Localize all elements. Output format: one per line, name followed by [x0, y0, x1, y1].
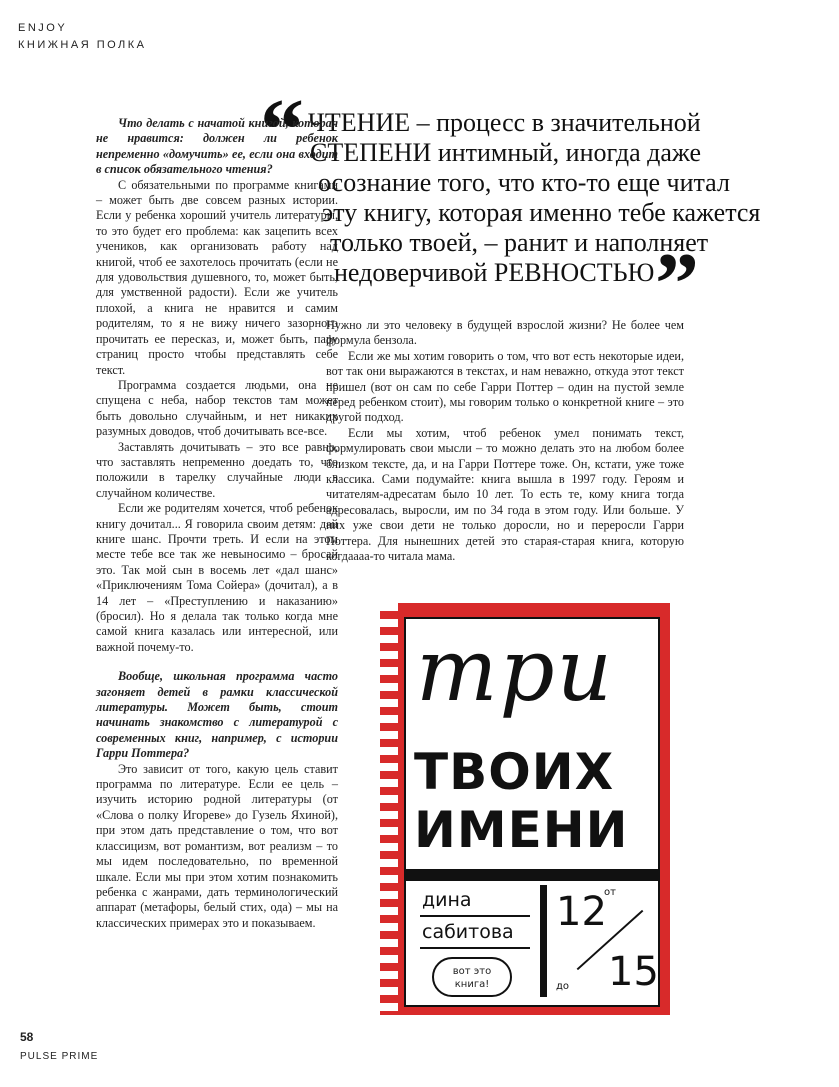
pullquote-line: недоверчивой РЕВНОСТЬЮ: [334, 258, 655, 287]
left-column: [96, 116, 338, 931]
cover-stripes: [380, 603, 398, 1015]
pullquote-line: только твоей, – ранит и наполняет: [330, 228, 709, 257]
paragraph: Нужно ли это человеку в будущей взрослой жизни? Не более чем формула бензола.: [326, 318, 684, 348]
magazine-name: PULSE PRIME: [20, 1051, 99, 1062]
paragraph: С обязательными по программе книгами – может быть две совсем разных истории. Если у ребенка хороший учитель литературы, то это будет его проблема: как зацепить всех учеников, как организовать работу над книгой, чтоб ее захотелось прочитать (если не для удовольствия душевного, то, может быть, для умственной радости). Если же учитель плохой, а книга не нравится и самим родителям, то я не вижу ничего зазорного прочитать ее пересказ, и, может быть, пару страниц просто чтобы представлять себе текст.: [96, 177, 338, 377]
paragraph: Программа создается людьми, она не спущена с неба, набор текстов там может быть довольно случайным, и нет никаких разумных доводов, чтоб дочитывать все-все.: [96, 377, 338, 439]
paragraph: Это зависит от того, какую цель ставит программа по литературе. Если ее цель – изучить историю родной литературы (от «Слова о полку Игореве» до Гузель Яхиной), при этом дать представление о том, что вот классицизм, вот романтизм, вот реализм – то мы идем последовательно, по временной шкале. Если мы при этом хотим познакомить ребенка с жанрами, дать терминологический аппарат (метафоры, белый стих, ода) – мы на классических примерах это и показываем.: [96, 761, 338, 930]
open-quote-icon: “: [260, 82, 304, 179]
cover-vertical-bar: [540, 885, 547, 997]
age-to-label: до: [556, 981, 570, 992]
cover-panel: [404, 617, 660, 1007]
close-quote-icon: ”: [655, 236, 699, 333]
page-number: 58: [20, 1030, 34, 1044]
paragraph: Если мы хотим, чтоб ребенок умел понимать текст, формулировать свои мысли – то можно делать это на любом более близком тексте, да, и на Гарри Поттере тоже. Он, кстати, уже тоже классика. Сами подумайте: книга вышла в 1997 году. Героям и читателям-адресатам было 10 лет. То есть те, кому книга тогда адресовалась, выросли, им по 34 года в этом году. Или больше. У них уже свои дети не только доросли, но и переросли Гарри Поттера. Для нынешних детей это старая-старая книга, которую когдаааа-то читала мама.: [326, 425, 684, 564]
pullquote-line: эту книгу, которая именно тебе кажется: [322, 198, 761, 227]
interview-question: Что делать с начатой книгой, которая не нравится: должен ли ребенок непременно «домучить» ее, если она входит в список обязательного чтения?: [96, 116, 338, 177]
right-column: [326, 318, 684, 565]
paragraph: Если же родителям хочется, чтоб ребенок книгу дочитал... Я говорила своим детям: дай книге шанс. Прочти треть. И если на этом месте тебе все так же невыносимо – бросай это. Так мой сын в восемь лет «дал шанс» «Приключениям Тома Сойера» (дочитал), а в 14 лет – «Преступлению и наказанию» (бросил). Но я делала так только когда мне самой книга казалась или интересной, или важной почему-то.: [96, 501, 338, 654]
paragraph: Если же мы хотим говорить о том, что вот есть некоторые идеи, вот так они выражаются в текстах, и нам неважно, откуда этот текст пришел (вот он сам по себе Гарри Поттер – один на пустой земле перед ребенком стоит), мы говорим только о конкретной книге – это другой подход.: [326, 348, 684, 425]
cover-title-line: ИМЕНИ: [414, 801, 629, 859]
age-from-label: от: [604, 887, 616, 898]
age-from: 12: [556, 889, 607, 935]
cover-divider: [406, 869, 658, 881]
interview-question: Вообще, школьная программа часто загоняет детей в рамки классической литературы. Может быть, стоит начинать знакомство с литературой с современных книг, например, с истории Гарри Поттера?: [96, 669, 338, 761]
pullquote-line: осознание того, что кто-то еще читал: [318, 168, 730, 197]
subsection-label: КНИЖНАЯ ПОЛКА: [18, 39, 147, 51]
paragraph: Заставлять дочитывать – это все равно, что заставлять непременно доедать то, что положили в тарелку случайные люди в случайном количестве.: [96, 439, 338, 500]
pullquote: [308, 108, 778, 288]
book-cover: [380, 603, 670, 1015]
cover-title-line: ТВОИХ: [414, 743, 615, 801]
age-to: 15: [608, 949, 659, 995]
cover-author-last: сабитова: [422, 921, 514, 943]
underline: [420, 915, 530, 917]
section-label: ENJOY: [18, 22, 68, 34]
underline: [420, 947, 530, 949]
cover-badge: вот это книга!: [432, 957, 512, 997]
pullquote-line: ЧТЕНИЕ – процесс в значительной: [308, 108, 701, 137]
cover-title-script: три: [416, 621, 614, 721]
pullquote-line: СТЕПЕНИ интимный, иногда даже: [310, 138, 702, 167]
cover-author-first: дина: [422, 889, 472, 911]
